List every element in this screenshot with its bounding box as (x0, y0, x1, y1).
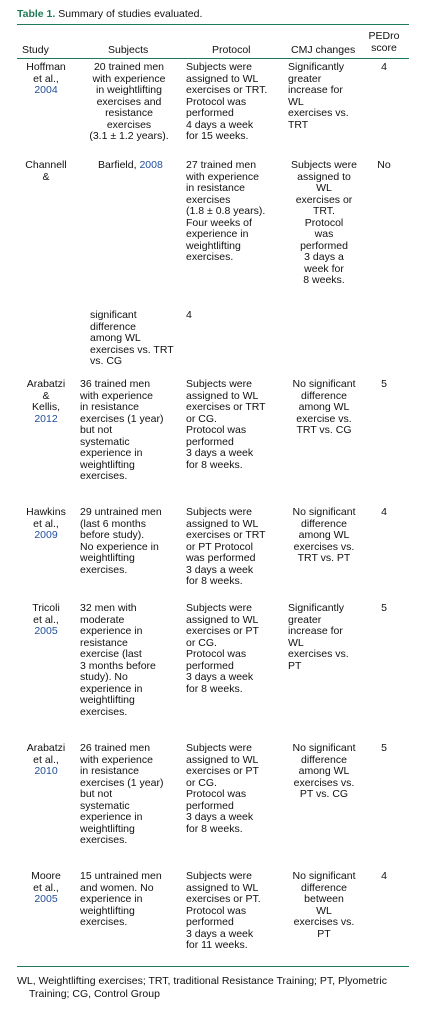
table-title: Summary of studies evaluated. (55, 8, 203, 20)
table-row-study: Channell & (25, 159, 67, 183)
year-link[interactable]: 2009 (34, 529, 58, 541)
table-row-subjects: Barfield, 2008 (98, 159, 163, 171)
table-row-score: 4 (381, 61, 387, 73)
table-row-study: Hoffman et al., 2004 (26, 61, 66, 96)
year-link[interactable]: 2008 (139, 159, 163, 171)
table-row-score: 5 (381, 378, 387, 390)
bottom-rule (17, 966, 409, 967)
table-row-protocol: Subjects were assigned to WL exercises or PT or CG. Protocol was performed 3 days a week for 8 weeks. (186, 602, 259, 695)
table-label: Table 1. (17, 8, 56, 20)
table-row-score: No (377, 159, 391, 171)
header-pedro-line1: PEDro (368, 30, 400, 42)
table-row-subjects: 36 trained men with experience in resistance exercises (1 year) but not systematic experience in weightlifting exercises. (80, 378, 164, 482)
table-row-cmj: No significant difference among WL exercise vs. TRT vs. CG (292, 378, 356, 436)
table-row-score: 4 (381, 870, 387, 882)
table-row-subjects: 29 untrained men (last 6 months before study). No experience in weightlifting exercises. (80, 506, 162, 576)
table-row-subjects: significant difference among WL exercises vs. TRT vs. CG (90, 309, 174, 367)
footnote-line2: Training; CG, Control Group (29, 987, 160, 1000)
header-subjects: Subjects (108, 44, 149, 56)
year-link[interactable]: 2012 (34, 412, 58, 425)
table-row-cmj: No significant difference between WL exercises vs. PT (292, 870, 356, 940)
table-row-subjects: 26 trained men with experience in resistance exercises (1 year) but not systematic experience in weightlifting exercises. (80, 742, 164, 846)
table-row-protocol: Subjects were assigned to WL exercises or PT. Protocol was performed 3 days a week for 11 weeks. (186, 870, 261, 951)
header-rule (17, 58, 409, 59)
table-row-protocol: 27 trained men with experience in resistance exercises (1.8 ± 0.8 years). Four weeks of experience in weightlifting exercises. (186, 159, 266, 263)
table-caption (17, 8, 202, 21)
table-row-protocol: 4 (186, 309, 192, 321)
table-row-study: Tricoli et al., 2005 (32, 602, 60, 637)
table-row-score: 5 (381, 742, 387, 754)
table-row-protocol: Subjects were assigned to WL exercises or TRT or CG. Protocol was performed 3 days a week for 8 weeks. (186, 378, 266, 471)
year-link[interactable]: 2004 (34, 84, 58, 96)
table-row-study: Arabatzi & Kellis, 2012 (26, 378, 66, 425)
year-link[interactable]: 2010 (34, 765, 58, 777)
header-cmj-changes: CMJ changes (291, 44, 356, 56)
table-row-protocol: Subjects were assigned to WL exercises or PT or CG. Protocol was performed 3 days a week for 8 weeks. (186, 742, 259, 835)
footnote-line1: WL, Weightlifting exercises; TRT, traditional Resistance Training; PT, Plyometric (17, 975, 387, 987)
table-row-cmj: Significantly greater increase for WL exercises vs. PT (288, 602, 349, 672)
table-row-score: 4 (381, 506, 387, 518)
header-study: Study (22, 44, 49, 56)
year-link[interactable]: 2005 (34, 893, 58, 905)
table-row-study: Arabatzi et al., 2010 (26, 742, 66, 777)
top-rule (17, 24, 409, 25)
table-row-subjects: 32 men with moderate experience in resistance exercise (last 3 months before study). No experience in weightlifting exercises. (80, 602, 156, 718)
header-pedro-line2: score (371, 41, 397, 54)
table-row-protocol: Subjects were assigned to WL exercises or TRT. Protocol was performed 4 days a week for 15 weeks. (186, 61, 268, 142)
table-row-cmj: Significantly greater increase for WL exercises vs. TRT (288, 61, 349, 131)
table-row-cmj: No significant difference among WL exercises vs. TRT vs. PT (292, 506, 356, 564)
table-row-study: Moore et al., 2005 (31, 870, 61, 905)
table-row-cmj: Subjects were assigned to WL exercises or TRT. Protocol was performed 3 days a week for 8 weeks. (291, 159, 357, 286)
table-row-score: 5 (381, 602, 387, 614)
header-protocol: Protocol (212, 44, 251, 56)
table-footnote (17, 975, 409, 1000)
table-row-subjects: 20 trained men with experience in weightlifting exercises and resistance exercises (3.1 ± 1.2 years). (89, 61, 169, 142)
table-row-protocol: Subjects were assigned to WL exercises or TRT or PT Protocol was performed 3 days a week for 8 weeks. (186, 506, 266, 587)
year-link[interactable]: 2005 (34, 625, 58, 637)
header-pedro-score (364, 31, 404, 54)
table-row-study: Hawkins et al., 2009 (26, 506, 66, 541)
table-row-subjects: 15 untrained men and women. No experience in weightlifting exercises. (80, 870, 162, 928)
table-row-cmj: No significant difference among WL exercises vs. PT vs. CG (292, 742, 356, 800)
